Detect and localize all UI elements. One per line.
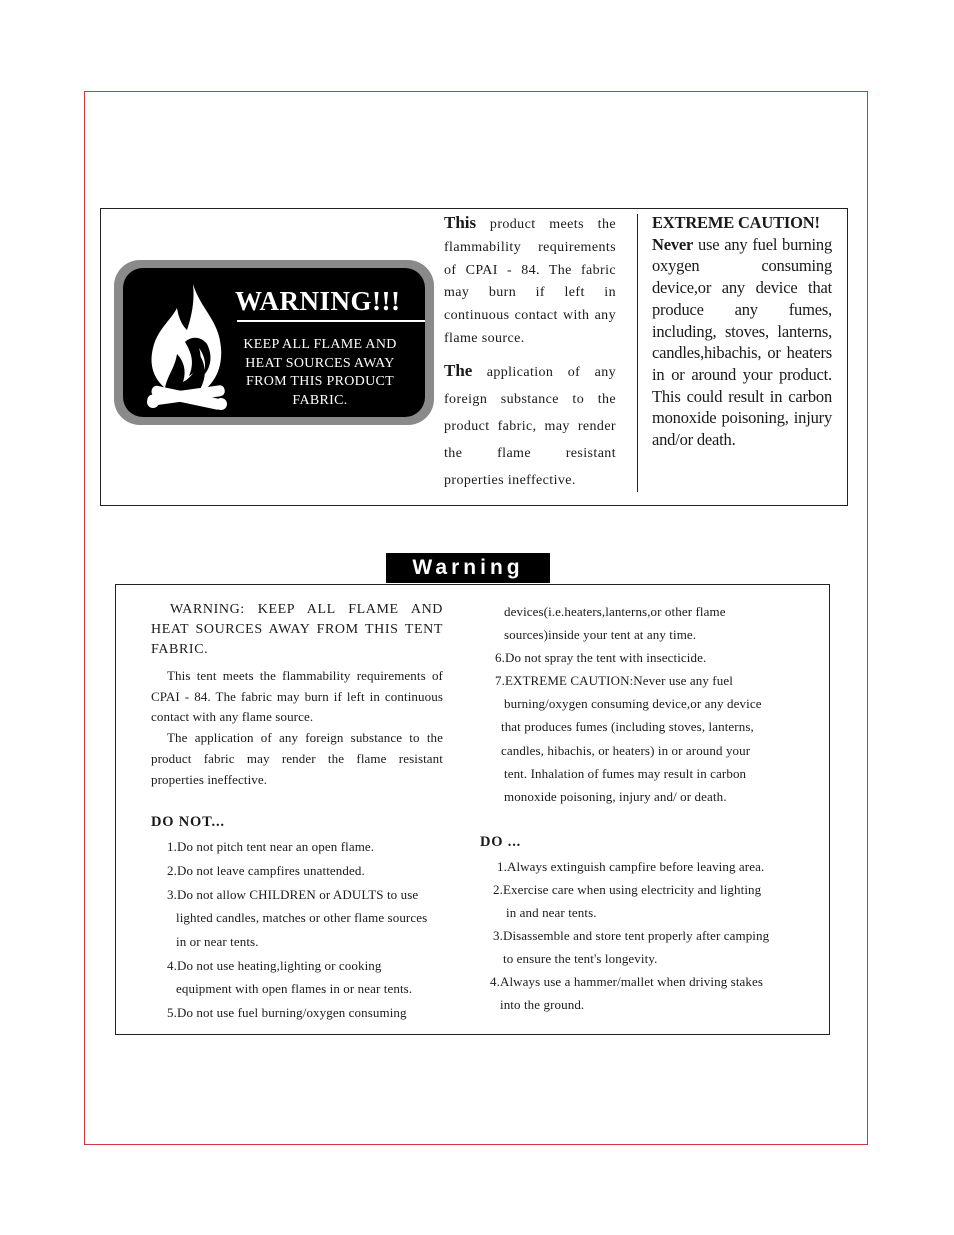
- substance-paragraph: [444, 357, 616, 494]
- list-item-text: 4.Do not use heating,lighting or cooking: [167, 957, 382, 973]
- left-column: [151, 600, 443, 1025]
- list-item: [490, 623, 790, 646]
- label-text: KEEP ALL FLAME AND HEAT SOURCES AWAY FROM THIS PRODUCT FABRIC.: [243, 337, 397, 408]
- list-item-text: 1.Do not pitch tent near an open flame.: [167, 839, 375, 855]
- list-item-text: 3.Do not allow CHILDREN or ADULTS to use: [167, 886, 419, 902]
- list-item: [151, 1001, 443, 1025]
- list-item: [490, 970, 790, 993]
- list-item-text: to ensure the tent's longevity.: [503, 951, 658, 967]
- list-item: [490, 901, 790, 924]
- lead-word: This: [444, 213, 477, 232]
- list-item-text: 2.Do not leave campfires unattended.: [167, 862, 365, 878]
- list-item-text: 7.EXTREME CAUTION:Never use any fuel: [495, 673, 733, 689]
- list-item-text: into the ground.: [500, 997, 585, 1013]
- list-item: [490, 739, 790, 762]
- list-item: [151, 835, 443, 859]
- do-not-list: [151, 835, 443, 1025]
- list-item-text: burning/oxygen consuming device,or any device: [504, 696, 762, 712]
- list-item-text: that produces fumes (including stoves, lanterns,: [501, 719, 754, 735]
- list-item-text: 5.Do not use fuel burning/oxygen consuming: [167, 1005, 407, 1021]
- list-item-text: lighted candles, matches or other flame sources: [176, 910, 428, 926]
- paragraph-text: application of any foreign substance to the product fabric, may render the flame resistant properties ineffective.: [444, 364, 616, 488]
- warning-badge: Warning: [386, 553, 550, 583]
- flammability-paragraph: [444, 212, 616, 351]
- substance-paragraph: The application of any foreign substance to the product fabric may render the flame resistant properties ineffective.: [151, 730, 443, 787]
- list-item: [151, 954, 443, 1001]
- list-item: [151, 883, 443, 954]
- do-list: [490, 855, 790, 1017]
- campfire-icon: [141, 280, 231, 414]
- list-item-text: in or near tents.: [176, 934, 259, 950]
- paragraph-text: product meets the flammability requirements of CPAI - 84. The fabric may burn if left in continuous contact with any flame source.: [444, 217, 616, 346]
- lead-word: The: [444, 360, 473, 380]
- warning-label: [114, 260, 434, 425]
- flammability-paragraph: This tent meets the flammability requirements of CPAI - 84. The fabric may burn if left in continuous contact with any flame source.: [151, 668, 443, 725]
- list-item-text: sources)inside your tent at any time.: [504, 627, 697, 643]
- list-item-text: devices(i.e.heaters,lanterns,or other flame: [504, 604, 726, 619]
- list-item: [490, 855, 790, 878]
- caution-lead: Never: [652, 234, 694, 254]
- list-item-text: tent. Inhalation of fumes may result in carbon: [504, 765, 747, 781]
- caution-heading: EXTREME CAUTION!: [652, 213, 820, 232]
- warning-statement: WARNING: KEEP ALL FLAME AND HEAT SOURCES AWAY FROM THIS TENT FABRIC.: [151, 602, 443, 657]
- list-item: [490, 692, 790, 715]
- warning-label-inner: [123, 268, 425, 417]
- do-heading: DO ...: [480, 833, 522, 850]
- list-item: [490, 924, 790, 947]
- list-item-text: in and near tents.: [506, 905, 597, 921]
- extreme-caution: [652, 212, 832, 451]
- list-item: [490, 646, 790, 669]
- caution-rest: use any fuel burning oxygen consuming device,or any device that produce any fumes, including, stoves, lanterns, candles,hibachis, or heaters in or around your product. This could result in carbon monoxide poisoning, injury and/or death.: [652, 234, 832, 450]
- caution-text: [652, 234, 832, 451]
- list-item: [490, 878, 790, 901]
- list-item: [490, 600, 790, 623]
- list-item-text: 3.Disassemble and store tent properly after camping: [493, 928, 770, 944]
- do-not-list-continued: [490, 600, 790, 808]
- do-not-heading: DO NOT...: [151, 814, 225, 831]
- list-item: [490, 993, 790, 1016]
- column-divider: [637, 214, 638, 492]
- list-item-text: 1.Always extinguish campfire before leaving area.: [497, 858, 765, 874]
- list-item: [490, 947, 790, 970]
- label-title-underline: [237, 320, 425, 322]
- list-item-text: monoxide poisoning, injury and/ or death.: [504, 788, 727, 804]
- list-item-text: 4.Always use a hammer/mallet when driving stakes: [490, 974, 764, 990]
- list-item-text: candles, hibachis, or heaters) in or around your: [501, 742, 751, 758]
- list-item: [151, 859, 443, 883]
- right-column: [480, 600, 790, 1017]
- list-item: [490, 715, 790, 738]
- list-item: [490, 762, 790, 785]
- flammability-notice: [444, 212, 616, 494]
- list-item: [490, 669, 790, 692]
- list-item: [490, 785, 790, 808]
- list-item-text: 6.Do not spray the tent with insecticide.: [495, 650, 707, 666]
- list-item-text: equipment with open flames in or near tents.: [176, 981, 413, 997]
- label-title: WARNING!!!: [235, 286, 401, 316]
- list-item-text: 2.Exercise care when using electricity and lighting: [493, 881, 762, 897]
